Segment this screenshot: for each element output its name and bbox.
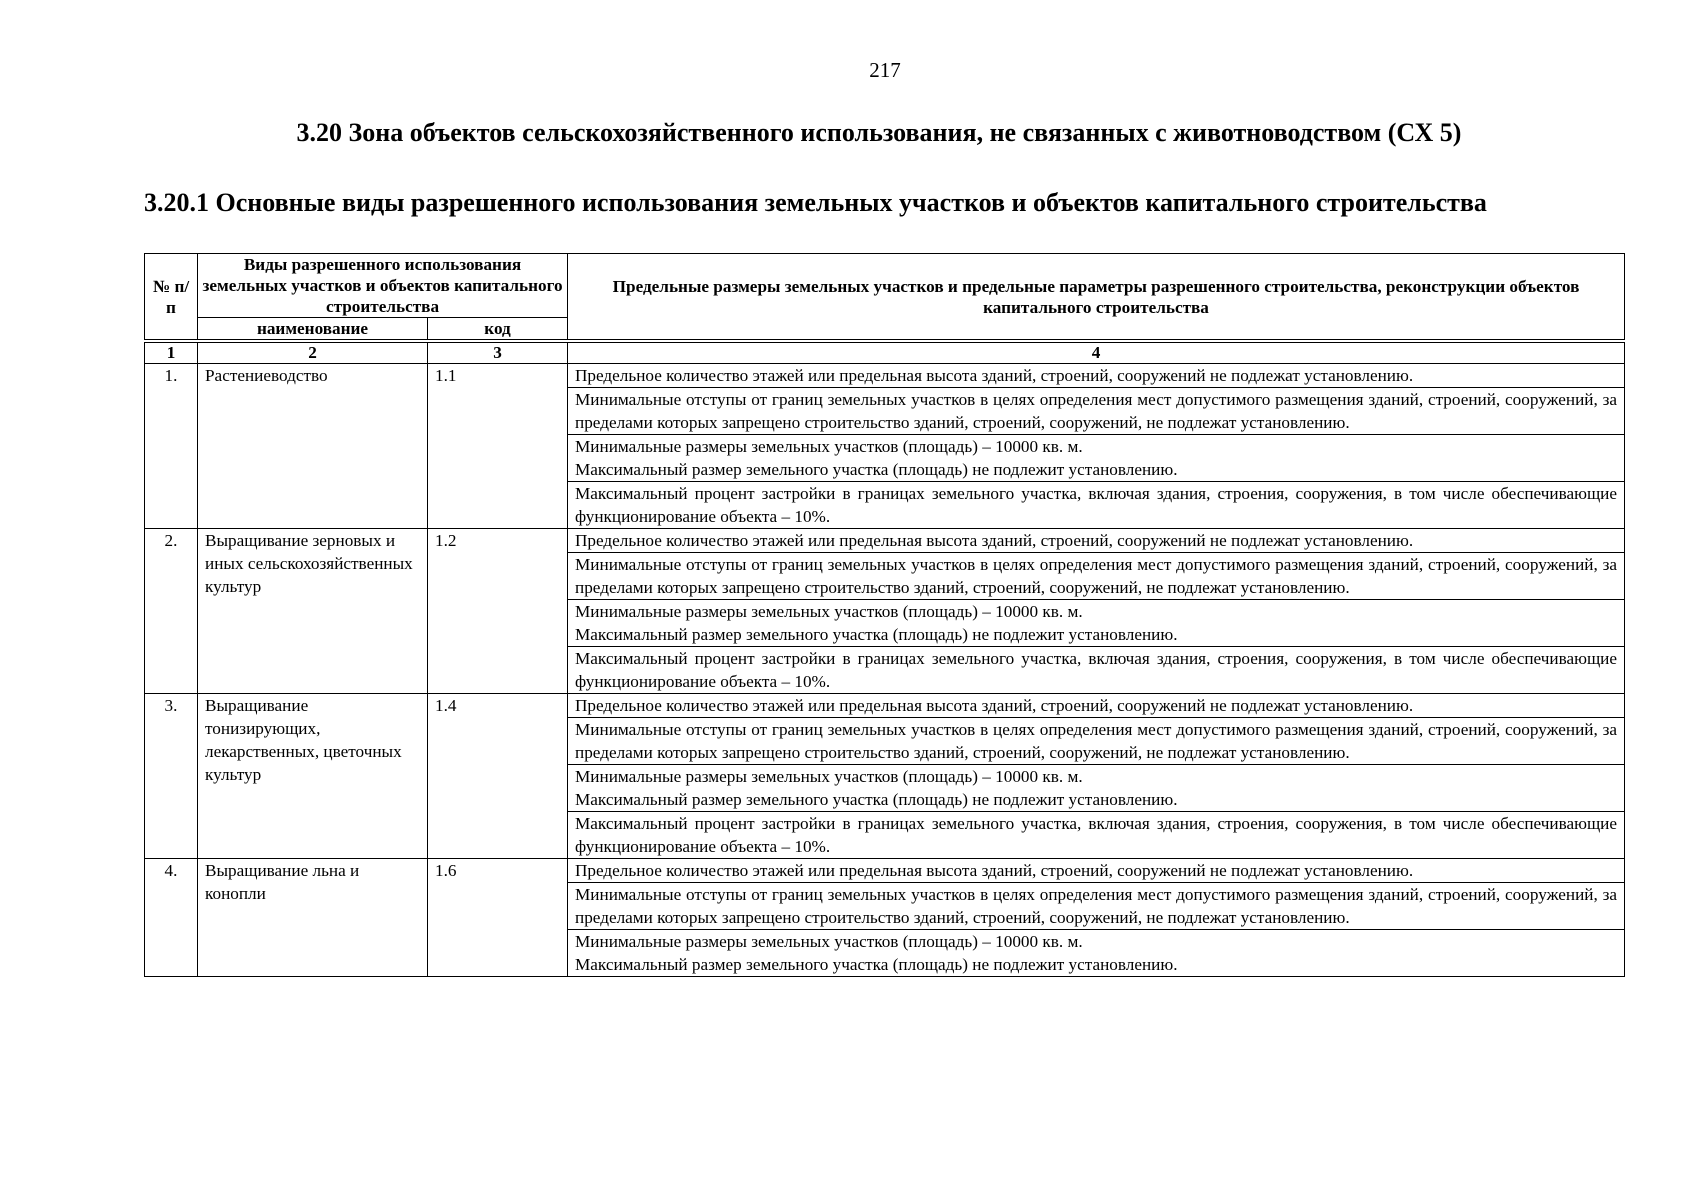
parameter-cell: Предельное количество этажей или предельная высота зданий, строений, сооружений не подлежат установлению. <box>568 859 1625 883</box>
header-code: код <box>428 318 568 340</box>
table-row <box>145 529 1625 553</box>
permitted-use-table <box>144 253 1625 977</box>
parameter-cell: Минимальные размеры земельных участков (площадь) – 10000 кв. м. Максимальный размер земельного участка (площадь) не подлежит установлению. <box>568 765 1625 812</box>
row-number: 1. <box>145 364 198 529</box>
parameter-cell: Минимальные размеры земельных участков (площадь) – 10000 кв. м. Максимальный размер земельного участка (площадь) не подлежит установлению. <box>568 600 1625 647</box>
parameter-cell: Минимальные отступы от границ земельных участков в целях определения мест допустимого размещения зданий, строений, сооружений, за пределами которых запрещено строительство зданий, строений, сооружений, не подлежат установлению. <box>568 718 1625 765</box>
use-code: 1.6 <box>428 859 568 977</box>
use-name: Выращивание зерновых и иных сельскохозяйственных культур <box>198 529 428 694</box>
use-code: 1.2 <box>428 529 568 694</box>
use-name: Растениеводство <box>198 364 428 529</box>
parameter-cell: Предельное количество этажей или предельная высота зданий, строений, сооружений не подлежат установлению. <box>568 694 1625 718</box>
col-number: 4 <box>568 343 1625 364</box>
use-name: Выращивание тонизирующих, лекарственных, цветочных культур <box>198 694 428 859</box>
parameter-cell: Предельное количество этажей или предельная высота зданий, строений, сооружений не подлежат установлению. <box>568 364 1625 388</box>
use-name: Выращивание льна и конопли <box>198 859 428 977</box>
table-row <box>145 694 1625 718</box>
col-number: 2 <box>198 343 428 364</box>
header-name: наименование <box>198 318 428 340</box>
row-number: 4. <box>145 859 198 977</box>
table-row <box>145 364 1625 388</box>
header-types: Виды разрешенного использования земельных участков и объектов капитального строительства <box>198 254 568 318</box>
parameter-cell: Минимальные размеры земельных участков (площадь) – 10000 кв. м. Максимальный размер земельного участка (площадь) не подлежит установлению. <box>568 435 1625 482</box>
parameter-cell: Минимальные размеры земельных участков (площадь) – 10000 кв. м. Максимальный размер земельного участка (площадь) не подлежит установлению. <box>568 930 1625 977</box>
use-code: 1.4 <box>428 694 568 859</box>
parameter-cell: Минимальные отступы от границ земельных участков в целях определения мест допустимого размещения зданий, строений, сооружений, за пределами которых запрещено строительство зданий, строений, сооружений, не подлежат установлению. <box>568 388 1625 435</box>
page-number: 217 <box>869 58 901 82</box>
col-number: 3 <box>428 343 568 364</box>
parameter-cell: Максимальный процент застройки в границах земельного участка, включая здания, строения, сооружения, в том числе обеспечивающие функционирование объекта – 10%. <box>568 482 1625 529</box>
parameter-cell: Предельное количество этажей или предельная высота зданий, строений, сооружений не подлежат установлению. <box>568 529 1625 553</box>
row-number: 3. <box>145 694 198 859</box>
parameter-cell: Максимальный процент застройки в границах земельного участка, включая здания, строения, сооружения, в том числе обеспечивающие функционирование объекта – 10%. <box>568 647 1625 694</box>
header-limits: Предельные размеры земельных участков и предельные параметры разрешенного строительства, реконструкции объектов капитального строительства <box>568 254 1625 340</box>
table-row <box>145 859 1625 883</box>
section-subheading: 3.20.1 Основные виды разрешенного использования земельных участков и объектов капитального строительства <box>144 188 1487 217</box>
parameter-cell: Минимальные отступы от границ земельных участков в целях определения мест допустимого размещения зданий, строений, сооружений, за пределами которых запрещено строительство зданий, строений, сооружений, не подлежат установлению. <box>568 883 1625 930</box>
parameter-cell: Максимальный процент застройки в границах земельного участка, включая здания, строения, сооружения, в том числе обеспечивающие функционирование объекта – 10%. <box>568 812 1625 859</box>
zone-heading: 3.20 Зона объектов сельскохозяйственного использования, не связанных с животноводством (СХ 5) <box>296 118 1462 147</box>
header-num: № п/п <box>145 254 198 340</box>
col-number: 1 <box>145 343 198 364</box>
row-number: 2. <box>145 529 198 694</box>
parameter-cell: Минимальные отступы от границ земельных участков в целях определения мест допустимого размещения зданий, строений, сооружений, за пределами которых запрещено строительство зданий, строений, сооружений, не подлежат установлению. <box>568 553 1625 600</box>
use-code: 1.1 <box>428 364 568 529</box>
